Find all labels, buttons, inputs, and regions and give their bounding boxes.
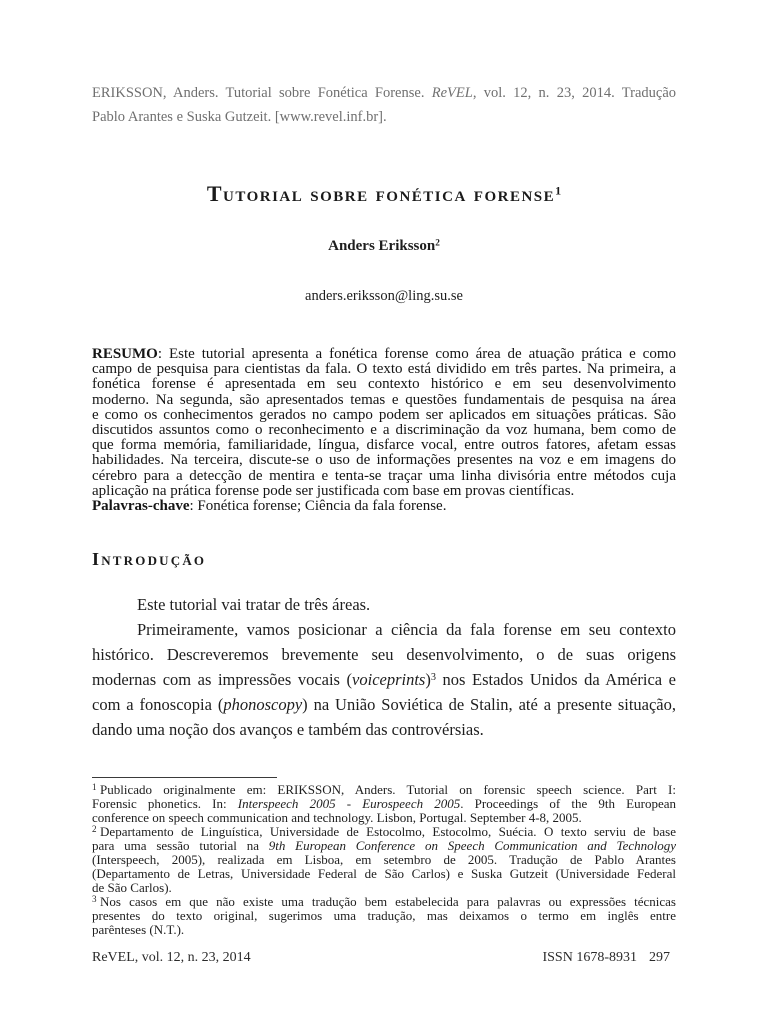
footnote-text: Forensic phonetics. In: xyxy=(92,796,238,811)
keywords-label: Palavras-chave xyxy=(92,498,190,515)
footnote-conference-title: 9th European Conference on Speech Communication and Technology xyxy=(268,838,676,853)
abstract-line: cérebro para a detecção de mentira e tenta-se traçar uma linha divisória entre métodos cuja xyxy=(92,467,676,484)
footnote-1-line: conference on speech communication and technology. Lisbon, Portugal. September 4-8, 2005. xyxy=(92,810,582,825)
abstract-line: discutidos assuntos como o reconhecimento e a discriminação da voz humana, bem como de xyxy=(92,422,676,439)
page-number: 297 xyxy=(649,950,670,965)
footnote-2-line xyxy=(92,839,676,853)
footnote-text: . Proceedings of the 9th European xyxy=(460,796,676,811)
footnote-ref-3: 3 xyxy=(430,671,436,683)
article-title-text: Tutorial sobre fonética forense xyxy=(206,181,556,206)
abstract-line: aplicação na prática forense pode ser justificada com base em provas científicas. xyxy=(92,482,575,499)
paragraph-2-line xyxy=(92,692,676,717)
citation-line xyxy=(92,81,676,105)
footnote-3-line: presentes do texto original, sugerimos uma tradução, mas deixamos o termo em inglês entre xyxy=(92,908,676,923)
footnote-text: para uma sessão tutorial na xyxy=(92,838,269,853)
footnote-2-line: (Departamento de Letras, Universidade Federal de São Carlos) e Suska Gutzeit (Universidade Federal xyxy=(92,866,676,881)
footer-journal-info: ReVEL, vol. 12, n. 23, 2014 xyxy=(92,950,251,965)
paragraph-text: modernas com as impressões vocais ( xyxy=(92,670,353,689)
title-footnote-ref: 1 xyxy=(555,183,562,198)
abstract-text: : Este tutorial apresenta a fonética forense como área de atuação prática e como xyxy=(157,346,676,362)
footnote-3-line: parênteses (N.T.). xyxy=(92,922,185,937)
paragraph-text: ) xyxy=(425,670,431,689)
author-footnote-ref: 2 xyxy=(435,238,440,249)
paragraph-2-line: dando uma noção dos avanços e também das controvérsias. xyxy=(92,720,484,739)
author-email: anders.eriksson@ling.su.se xyxy=(305,288,463,304)
term-phonoscopy: phonoscopy xyxy=(223,695,303,714)
footnote-text: Departamento de Linguística, Universidade de Estocolmo, Estocolmo, Suécia. O texto serviu de base xyxy=(100,824,676,839)
paragraph-2-line: histórico. Descreveremos brevemente seu desenvolvimento, o de suas origens xyxy=(92,645,676,664)
abstract-label: RESUMO xyxy=(92,346,158,362)
footnotes xyxy=(92,783,676,937)
footnote-2-line xyxy=(92,825,676,839)
citation-text: ERIKSSON, Anders. Tutorial sobre Fonética Forense. xyxy=(92,85,432,101)
article-title xyxy=(0,180,768,208)
footnote-1-line xyxy=(92,797,676,811)
page-footer xyxy=(92,949,670,967)
footnote-marker: 1 xyxy=(92,781,97,792)
keywords-line xyxy=(92,499,676,514)
abstract-line xyxy=(92,347,676,362)
abstract-line: habilidades. Na terceira, discute-se o uso de informações presentes na voz e em imagens do xyxy=(92,452,676,469)
footnote-divider xyxy=(92,777,277,778)
paragraph-text: ) na União Soviética de Stalin, até a presente situação, xyxy=(302,695,677,714)
footnote-text: Publicado originalmente em: ERIKSSON, Anders. Tutorial on forensic speech science. Part I: xyxy=(100,782,676,797)
paragraph-2-line: Primeiramente, vamos posicionar a ciência da fala forense em seu contexto xyxy=(137,620,676,639)
abstract-line: que forma memória, familiaridade, língua, disfarce vocal, entre outros fatores, afetam essas xyxy=(92,437,676,454)
footnote-3-line xyxy=(92,895,676,909)
abstract-line: campo de pesquisa para cientistas da fala. O texto está dividido em três partes. Na primeira, a xyxy=(92,361,676,378)
footer-issn: ISSN 1678-8931 xyxy=(542,950,637,965)
abstract-line: moderno. Na segunda, são apresentados temas e questões fundamentais de pesquisa na área xyxy=(92,391,676,408)
paragraph-text: com a fonoscopia ( xyxy=(92,695,224,714)
paragraph-2-line xyxy=(92,667,676,692)
footnote-marker: 3 xyxy=(92,893,97,904)
footnote-2-line: de São Carlos). xyxy=(92,880,172,895)
citation-details: , vol. 12, n. 23, 2014. Tradução xyxy=(472,85,676,101)
abstract xyxy=(92,347,676,514)
abstract-line: fonética forense é apresentada em seu contexto histórico e em seu desenvolvimento xyxy=(92,376,676,393)
keywords-text: : Fonética forense; Ciência da fala forense. xyxy=(189,498,447,515)
footnote-1-line xyxy=(92,783,676,797)
author-name xyxy=(0,236,768,256)
footnote-source-title: Interspeech 2005 - Eurospeech 2005 xyxy=(237,796,461,811)
footnote-2-line: (Interspeech, 2005), realizada em Lisboa, em setembro de 2005. Tradução de Pablo Arantes xyxy=(92,852,676,867)
journal-name: ReVEL xyxy=(431,85,473,101)
section-heading: Introdução xyxy=(92,549,207,569)
paragraph-text: nos Estados Unidos da América e xyxy=(435,670,676,689)
term-voiceprints: voiceprints xyxy=(352,670,426,689)
author-name-text: Anders Eriksson xyxy=(328,238,436,254)
footer-right xyxy=(542,949,670,967)
citation-header xyxy=(92,81,676,129)
body-text xyxy=(92,592,676,742)
paragraph-1: Este tutorial vai tratar de três áreas. xyxy=(137,595,371,614)
footnote-marker: 2 xyxy=(92,823,97,834)
citation-line: Pablo Arantes e Suska Gutzeit. [www.revel.inf.br]. xyxy=(92,109,387,125)
abstract-line: e como os conhecimentos gerados no campo podem ser aplicados em situações práticas. São xyxy=(92,406,676,423)
footnote-text: Nos casos em que não existe uma tradução bem estabelecida para palavras ou expressões técnicas xyxy=(100,894,676,909)
